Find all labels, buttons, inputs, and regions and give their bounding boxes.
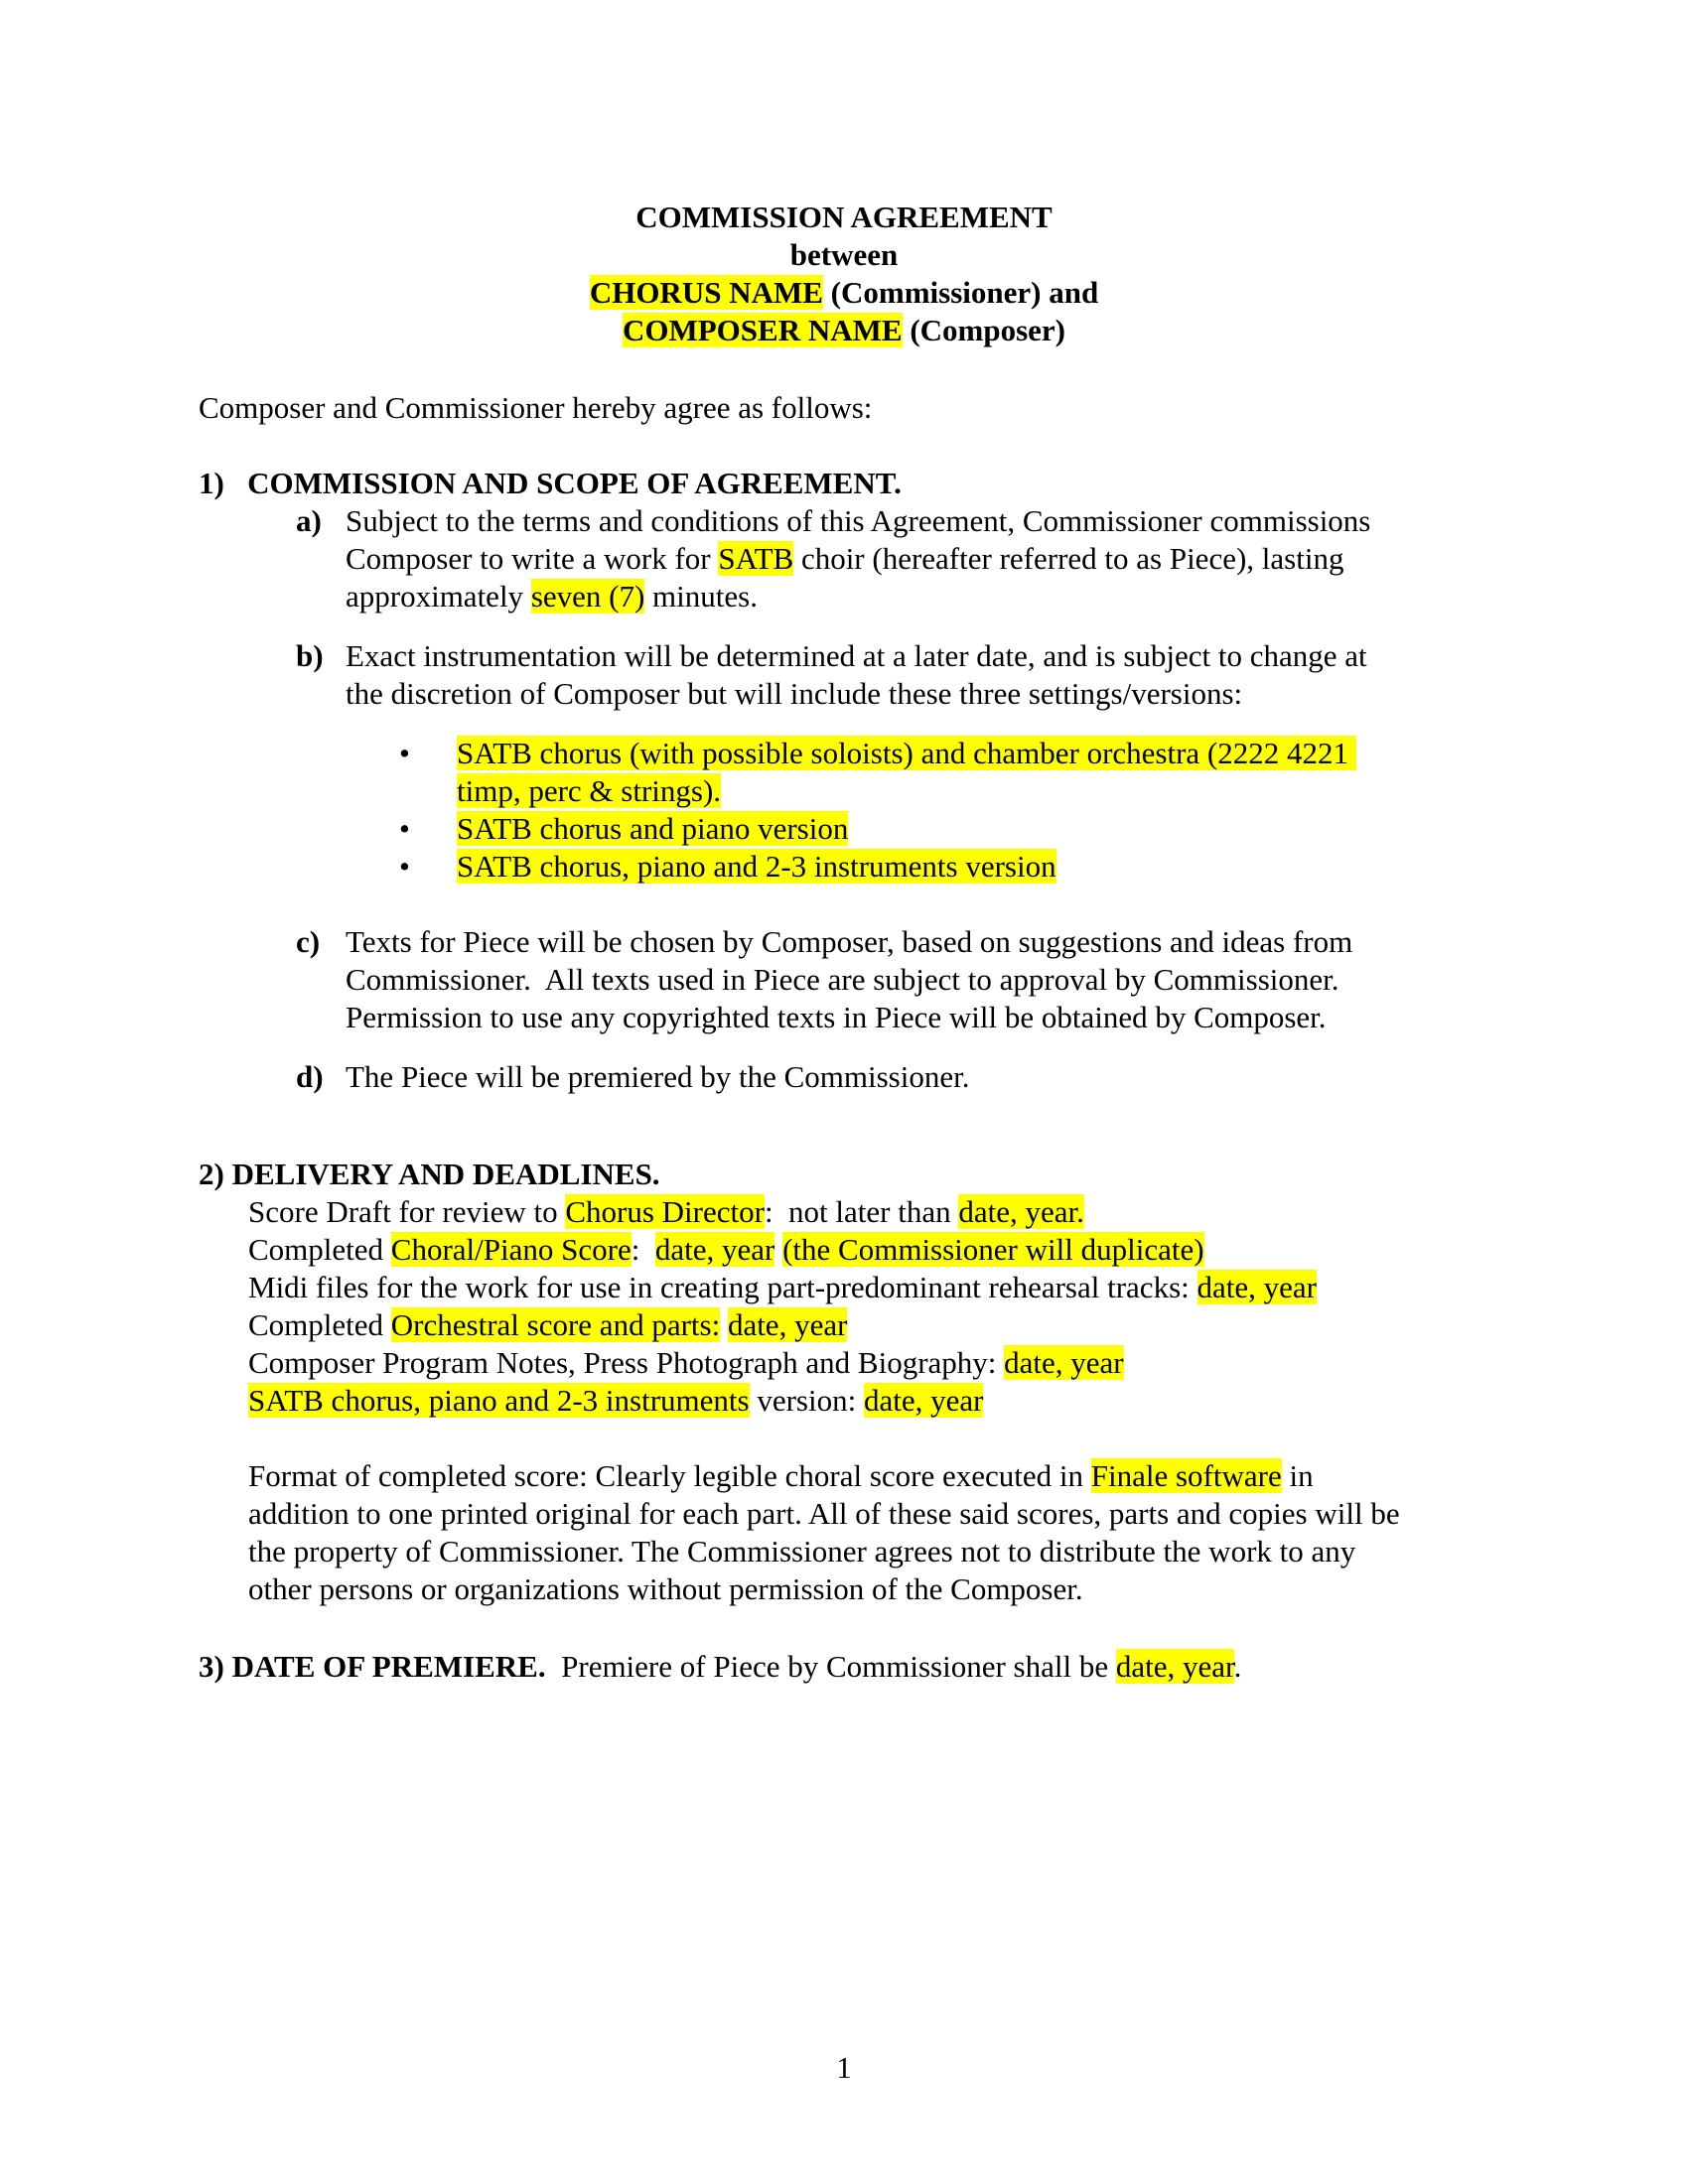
clause-1c-line-1: Texts for Piece will be chosen by Composer, based on suggestions and ideas from [346, 924, 1353, 959]
voicing-placeholder: SATB [718, 541, 794, 576]
bullet-2: SATB chorus and piano version [457, 811, 849, 846]
bullet-1-line-1: SATB chorus (with possible soloists) and chamber orchestra (2222 4221 [457, 736, 1356, 770]
orchestral-score-placeholder: Orchestral score and parts: [390, 1307, 721, 1342]
clause-1d-line-1: The Piece will be premiered by the Commissioner. [346, 1059, 970, 1094]
intro-paragraph: Composer and Commissioner hereby agree as follows: [199, 390, 873, 425]
title-line-3 [0, 274, 1688, 312]
title-line-2: between [789, 237, 899, 272]
clause-1b-line-2: the discretion of Composer but will include these three settings/versions: [346, 676, 1243, 711]
deadline-choral-piano-score: Completed Choral/Piano Score: date, year (the Commissioner will duplicate) [248, 1232, 1204, 1267]
clause-label: c) [296, 924, 321, 959]
date-placeholder: date, year [1196, 1270, 1317, 1304]
version-placeholder: SATB chorus, piano and 2-3 instruments [248, 1383, 750, 1418]
bullet-icon: • [399, 736, 410, 770]
composer-name-placeholder: COMPOSER NAME [622, 313, 903, 347]
bullet-1-line-2: timp, perc & strings). [457, 773, 722, 808]
section-3-text: Premiere of Piece by Commissioner shall be [545, 1649, 1116, 1684]
duration-placeholder: seven (7) [530, 579, 645, 614]
bullet-icon: • [399, 811, 410, 846]
premiere-date-placeholder: date, year [1115, 1649, 1234, 1684]
bullet-icon: • [399, 849, 410, 884]
clause-1c-line-2: Commissioner. All texts used in Piece are subject to approval by Commissioner. [346, 962, 1339, 997]
date-placeholder: date, year [863, 1383, 984, 1418]
format-line-2: addition to one printed original for each part. All of these said scores, parts and copies will be [248, 1496, 1400, 1531]
choral-piano-score-placeholder: Choral/Piano Score [390, 1232, 632, 1267]
deadline-score-draft: Score Draft for review to Chorus Director: not later than date, year. [248, 1194, 1084, 1229]
clause-label: b) [296, 638, 324, 673]
score-format-paragraph [248, 1457, 1400, 1608]
clause-1a-line-1: Subject to the terms and conditions of this Agreement, Commissioner commissions [346, 503, 1371, 538]
clause-1a-line-3: approximately seven (7) minutes. [346, 579, 758, 614]
title-line-4 [0, 312, 1688, 349]
deadline-satb-piano-instruments: SATB chorus, piano and 2-3 instruments version: date, year [248, 1383, 984, 1418]
section-1-heading: 1) COMMISSION AND SCOPE OF AGREEMENT. [199, 466, 902, 500]
deadline-program-notes: Composer Program Notes, Press Photograph and Biography: date, year [248, 1345, 1124, 1380]
deadline-midi-files: Midi files for the work for use in creating part-predominant rehearsal tracks: date, year [248, 1270, 1317, 1304]
clause-label: d) [296, 1059, 324, 1094]
clause-1b-line-1: Exact instrumentation will be determined at a later date, and is subject to change at [346, 638, 1367, 673]
format-line-1: Format of completed score: Clearly legible choral score executed in Finale software in [248, 1458, 1314, 1493]
composer-suffix: (Composer) [902, 313, 1065, 347]
duplicate-note-placeholder: (the Commissioner will duplicate) [782, 1232, 1204, 1267]
clause-1c-line-3: Permission to use any copyrighted texts in Piece will be obtained by Composer. [346, 1000, 1327, 1034]
section-3-heading: 3) DATE OF PREMIERE. [199, 1649, 546, 1684]
bullet-3: SATB chorus, piano and 2-3 instruments version [457, 849, 1056, 884]
page-number: 1 [836, 2050, 852, 2085]
title-line-1: COMMISSION AGREEMENT [635, 200, 1053, 234]
format-line-3: the property of Commissioner. The Commissioner agrees not to distribute the work to any [248, 1534, 1356, 1569]
commissioner-suffix: (Commissioner) and [822, 275, 1099, 310]
section-3: 3) DATE OF PREMIERE. Premiere of Piece by Commissioner shall be date, year. [199, 1649, 1242, 1684]
chorus-director-placeholder: Chorus Director [565, 1194, 765, 1229]
clause-1a-line-2: Composer to write a work for SATB choir (hereafter referred to as Piece), lasting [346, 541, 1344, 576]
deadlines-list [248, 1193, 1317, 1420]
date-placeholder: date, year [727, 1307, 848, 1342]
section-2-heading: 2) DELIVERY AND DEADLINES. [199, 1157, 660, 1191]
deadline-orchestral-score: Completed Orchestral score and parts: date, year [248, 1307, 848, 1342]
date-placeholder: date, year. [958, 1194, 1084, 1229]
software-placeholder: Finale software [1090, 1458, 1282, 1493]
date-placeholder: date, year [654, 1232, 775, 1267]
date-placeholder: date, year [1004, 1345, 1124, 1380]
clause-label: a) [296, 503, 322, 538]
chorus-name-placeholder: CHORUS NAME [589, 275, 823, 310]
document-title [0, 199, 1688, 349]
format-line-4: other persons or organizations without permission of the Composer. [248, 1571, 1083, 1606]
